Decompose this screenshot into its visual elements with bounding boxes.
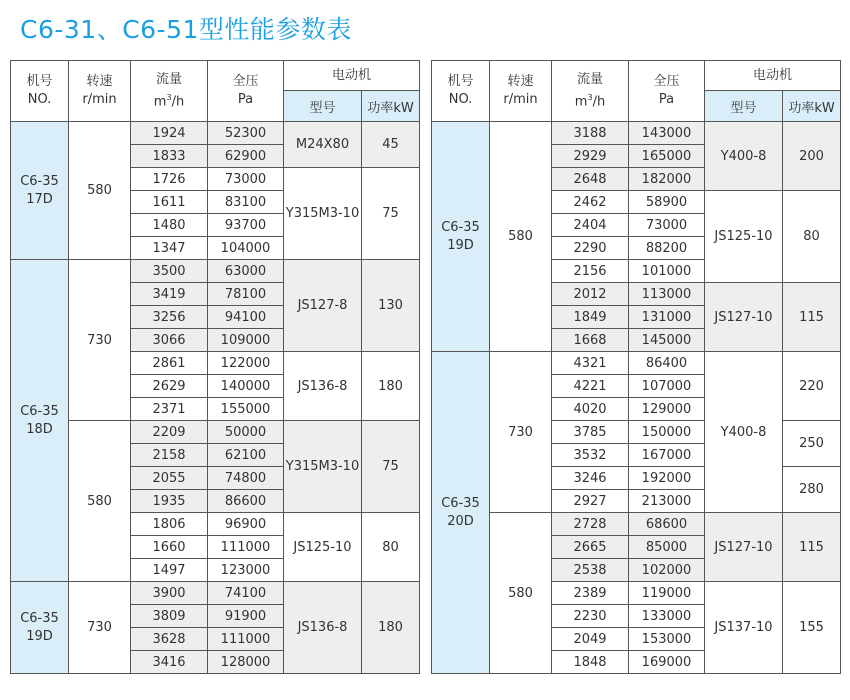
flow-cell: 2728 bbox=[552, 513, 629, 536]
flow-cell: 2665 bbox=[552, 536, 629, 559]
model-name: C6-35 bbox=[441, 219, 480, 235]
speed-cell: 580 bbox=[490, 513, 552, 674]
flow-cell: 1497 bbox=[131, 559, 208, 582]
header-flow bbox=[131, 61, 208, 122]
pressure-cell: 74100 bbox=[208, 582, 284, 605]
pressure-cell: 165000 bbox=[629, 145, 705, 168]
model-cell bbox=[11, 582, 69, 674]
pressure-cell: 86400 bbox=[629, 352, 705, 375]
motor-power-cell: 200 bbox=[783, 122, 841, 191]
pressure-cell: 93700 bbox=[208, 214, 284, 237]
motor-type-cell: JS137-10 bbox=[705, 582, 783, 674]
pressure-cell: 131000 bbox=[629, 306, 705, 329]
header-motor-power: 功率kW bbox=[362, 91, 420, 122]
table-row bbox=[11, 260, 420, 283]
flow-cell: 2230 bbox=[552, 605, 629, 628]
pressure-cell: 73000 bbox=[208, 168, 284, 191]
flow-cell: 1806 bbox=[131, 513, 208, 536]
flow-cell: 1347 bbox=[131, 237, 208, 260]
flow-cell: 2389 bbox=[552, 582, 629, 605]
performance-table-left bbox=[10, 60, 420, 674]
header-flow-unit bbox=[552, 89, 628, 111]
pressure-cell: 140000 bbox=[208, 375, 284, 398]
motor-power-cell: 75 bbox=[362, 168, 420, 260]
motor-type-cell: JS127-10 bbox=[705, 513, 783, 582]
pressure-cell: 143000 bbox=[629, 122, 705, 145]
flow-cell: 2290 bbox=[552, 237, 629, 260]
pressure-cell: 133000 bbox=[629, 605, 705, 628]
header-motor-type: 型号 bbox=[284, 91, 362, 122]
header-flow-label: 流量 bbox=[155, 71, 182, 87]
pressure-cell: 129000 bbox=[629, 398, 705, 421]
motor-type-cell: JS127-10 bbox=[705, 283, 783, 352]
motor-power-cell: 115 bbox=[783, 283, 841, 352]
pressure-cell: 62100 bbox=[208, 444, 284, 467]
pressure-cell: 73000 bbox=[629, 214, 705, 237]
flow-cell: 1668 bbox=[552, 329, 629, 352]
motor-power-cell: 130 bbox=[362, 260, 420, 352]
header-flow-unit bbox=[131, 89, 207, 111]
flow-cell: 2209 bbox=[131, 421, 208, 444]
flow-cell: 2371 bbox=[131, 398, 208, 421]
pressure-cell: 58900 bbox=[629, 191, 705, 214]
flow-cell: 3532 bbox=[552, 444, 629, 467]
flow-cell: 2462 bbox=[552, 191, 629, 214]
header-flow-label: 流量 bbox=[576, 71, 603, 87]
flow-cell: 3256 bbox=[131, 306, 208, 329]
motor-power-cell: 75 bbox=[362, 421, 420, 513]
flow-cell: 3188 bbox=[552, 122, 629, 145]
motor-power-cell: 155 bbox=[783, 582, 841, 674]
flow-cell: 1480 bbox=[131, 214, 208, 237]
model-cell bbox=[432, 122, 490, 352]
pressure-cell: 96900 bbox=[208, 513, 284, 536]
flow-cell: 2156 bbox=[552, 260, 629, 283]
pressure-cell: 123000 bbox=[208, 559, 284, 582]
header-pressure-label: 全压 bbox=[232, 74, 259, 89]
motor-type-cell: Y400-8 bbox=[705, 122, 783, 191]
flow-cell: 3419 bbox=[131, 283, 208, 306]
motor-power-cell: 45 bbox=[362, 122, 420, 168]
pressure-cell: 182000 bbox=[629, 168, 705, 191]
pressure-cell: 111000 bbox=[208, 628, 284, 651]
model-name: C6-35 bbox=[20, 610, 59, 626]
motor-type-cell: JS125-10 bbox=[284, 513, 362, 582]
flow-cell: 2629 bbox=[131, 375, 208, 398]
flow-unit-exp: 3 bbox=[166, 92, 172, 102]
table-row bbox=[432, 122, 841, 145]
speed-cell: 730 bbox=[490, 352, 552, 513]
header-speed-label: 转速 bbox=[86, 74, 113, 89]
flow-cell: 1848 bbox=[552, 651, 629, 674]
motor-type-cell: JS127-8 bbox=[284, 260, 362, 352]
header-pressure-unit: Pa bbox=[237, 92, 254, 107]
pressure-cell: 213000 bbox=[629, 490, 705, 513]
flow-cell: 2648 bbox=[552, 168, 629, 191]
header-speed bbox=[69, 61, 131, 122]
header-model bbox=[432, 61, 490, 122]
motor-power-cell: 220 bbox=[783, 352, 841, 421]
pressure-cell: 192000 bbox=[629, 467, 705, 490]
motor-power-cell: 80 bbox=[362, 513, 420, 582]
pressure-cell: 50000 bbox=[208, 421, 284, 444]
header-motor-type: 型号 bbox=[705, 91, 783, 122]
flow-cell: 3785 bbox=[552, 421, 629, 444]
motor-type-cell: Y315M3-10 bbox=[284, 421, 362, 513]
model-size: 18D bbox=[26, 421, 53, 437]
speed-cell: 580 bbox=[69, 421, 131, 582]
pressure-cell: 153000 bbox=[629, 628, 705, 651]
speed-cell: 730 bbox=[69, 260, 131, 421]
pressure-cell: 74800 bbox=[208, 467, 284, 490]
flow-cell: 3900 bbox=[131, 582, 208, 605]
header-model-label: 机号 bbox=[447, 74, 474, 89]
flow-cell: 3066 bbox=[131, 329, 208, 352]
header-flow bbox=[552, 61, 629, 122]
page-title: C6-31、C6-51型性能参数表 bbox=[20, 15, 352, 44]
pressure-cell: 63000 bbox=[208, 260, 284, 283]
header-model-no: NO. bbox=[27, 92, 52, 107]
pressure-cell: 145000 bbox=[629, 329, 705, 352]
flow-unit-tail: /h bbox=[171, 94, 185, 110]
flow-unit-base: m bbox=[574, 94, 588, 110]
flow-cell: 1924 bbox=[131, 122, 208, 145]
model-size: 19D bbox=[26, 628, 53, 644]
pressure-cell: 91900 bbox=[208, 605, 284, 628]
pressure-cell: 78100 bbox=[208, 283, 284, 306]
header-model-label: 机号 bbox=[26, 74, 53, 89]
motor-power-cell: 280 bbox=[783, 467, 841, 513]
pressure-cell: 88200 bbox=[629, 237, 705, 260]
pressure-cell: 128000 bbox=[208, 651, 284, 674]
flow-cell: 2055 bbox=[131, 467, 208, 490]
flow-cell: 3500 bbox=[131, 260, 208, 283]
speed-cell: 580 bbox=[490, 122, 552, 352]
speed-cell: 730 bbox=[69, 582, 131, 674]
pressure-cell: 94100 bbox=[208, 306, 284, 329]
pressure-cell: 107000 bbox=[629, 375, 705, 398]
pressure-cell: 169000 bbox=[629, 651, 705, 674]
pressure-cell: 62900 bbox=[208, 145, 284, 168]
pressure-cell: 104000 bbox=[208, 237, 284, 260]
header-pressure bbox=[629, 61, 705, 122]
motor-type-cell: JS136-8 bbox=[284, 582, 362, 674]
flow-unit-base: m bbox=[153, 94, 167, 110]
pressure-cell: 68600 bbox=[629, 513, 705, 536]
model-name: C6-35 bbox=[441, 495, 480, 511]
header-model-no: NO. bbox=[448, 92, 473, 107]
model-name: C6-35 bbox=[20, 173, 59, 189]
flow-cell: 1660 bbox=[131, 536, 208, 559]
flow-cell: 3628 bbox=[131, 628, 208, 651]
flow-cell: 3416 bbox=[131, 651, 208, 674]
flow-cell: 4221 bbox=[552, 375, 629, 398]
flow-cell: 3246 bbox=[552, 467, 629, 490]
table-row bbox=[432, 513, 841, 536]
motor-power-cell: 80 bbox=[783, 191, 841, 283]
header-row bbox=[432, 61, 841, 91]
flow-cell: 1726 bbox=[131, 168, 208, 191]
flow-cell: 2929 bbox=[552, 145, 629, 168]
model-cell bbox=[432, 352, 490, 674]
motor-type-cell: JS125-10 bbox=[705, 191, 783, 283]
pressure-cell: 101000 bbox=[629, 260, 705, 283]
motor-power-cell: 115 bbox=[783, 513, 841, 582]
flow-cell: 1849 bbox=[552, 306, 629, 329]
table-row bbox=[11, 122, 420, 145]
pressure-cell: 52300 bbox=[208, 122, 284, 145]
motor-type-cell: Y400-8 bbox=[705, 352, 783, 513]
model-name: C6-35 bbox=[20, 403, 59, 419]
header-model bbox=[11, 61, 69, 122]
model-cell bbox=[11, 122, 69, 260]
flow-cell: 2158 bbox=[131, 444, 208, 467]
pressure-cell: 155000 bbox=[208, 398, 284, 421]
pressure-cell: 167000 bbox=[629, 444, 705, 467]
pressure-cell: 119000 bbox=[629, 582, 705, 605]
flow-cell: 2861 bbox=[131, 352, 208, 375]
motor-power-cell: 180 bbox=[362, 352, 420, 421]
flow-cell: 2538 bbox=[552, 559, 629, 582]
flow-unit-tail: /h bbox=[592, 94, 606, 110]
header-speed-label: 转速 bbox=[507, 74, 534, 89]
header-motor: 电动机 bbox=[284, 61, 420, 91]
motor-type-cell: JS136-8 bbox=[284, 352, 362, 421]
header-pressure bbox=[208, 61, 284, 122]
header-pressure-unit: Pa bbox=[658, 92, 675, 107]
header-row bbox=[11, 61, 420, 91]
header-pressure-label: 全压 bbox=[653, 74, 680, 89]
model-size: 20D bbox=[447, 513, 474, 529]
pressure-cell: 111000 bbox=[208, 536, 284, 559]
header-speed-unit: r/min bbox=[503, 92, 538, 107]
pressure-cell: 102000 bbox=[629, 559, 705, 582]
header-speed-unit: r/min bbox=[82, 92, 117, 107]
pressure-cell: 113000 bbox=[629, 283, 705, 306]
model-cell bbox=[11, 260, 69, 582]
table-row bbox=[11, 582, 420, 605]
flow-cell: 4020 bbox=[552, 398, 629, 421]
table-row bbox=[432, 352, 841, 375]
speed-cell: 580 bbox=[69, 122, 131, 260]
flow-cell: 4321 bbox=[552, 352, 629, 375]
flow-cell: 2049 bbox=[552, 628, 629, 651]
pressure-cell: 109000 bbox=[208, 329, 284, 352]
flow-cell: 1833 bbox=[131, 145, 208, 168]
pressure-cell: 83100 bbox=[208, 191, 284, 214]
performance-table-right bbox=[431, 60, 841, 674]
header-speed bbox=[490, 61, 552, 122]
pressure-cell: 150000 bbox=[629, 421, 705, 444]
flow-unit-exp: 3 bbox=[587, 92, 593, 102]
model-size: 19D bbox=[447, 237, 474, 253]
flow-cell: 2927 bbox=[552, 490, 629, 513]
motor-type-cell: M24X80 bbox=[284, 122, 362, 168]
flow-cell: 1935 bbox=[131, 490, 208, 513]
motor-type-cell: Y315M3-10 bbox=[284, 168, 362, 260]
header-motor: 电动机 bbox=[705, 61, 841, 91]
flow-cell: 1611 bbox=[131, 191, 208, 214]
pressure-cell: 122000 bbox=[208, 352, 284, 375]
header-motor-power: 功率kW bbox=[783, 91, 841, 122]
flow-cell: 2012 bbox=[552, 283, 629, 306]
pressure-cell: 86600 bbox=[208, 490, 284, 513]
motor-power-cell: 250 bbox=[783, 421, 841, 467]
pressure-cell: 85000 bbox=[629, 536, 705, 559]
motor-power-cell: 180 bbox=[362, 582, 420, 674]
flow-cell: 2404 bbox=[552, 214, 629, 237]
table-row bbox=[11, 421, 420, 444]
flow-cell: 3809 bbox=[131, 605, 208, 628]
model-size: 17D bbox=[26, 191, 53, 207]
